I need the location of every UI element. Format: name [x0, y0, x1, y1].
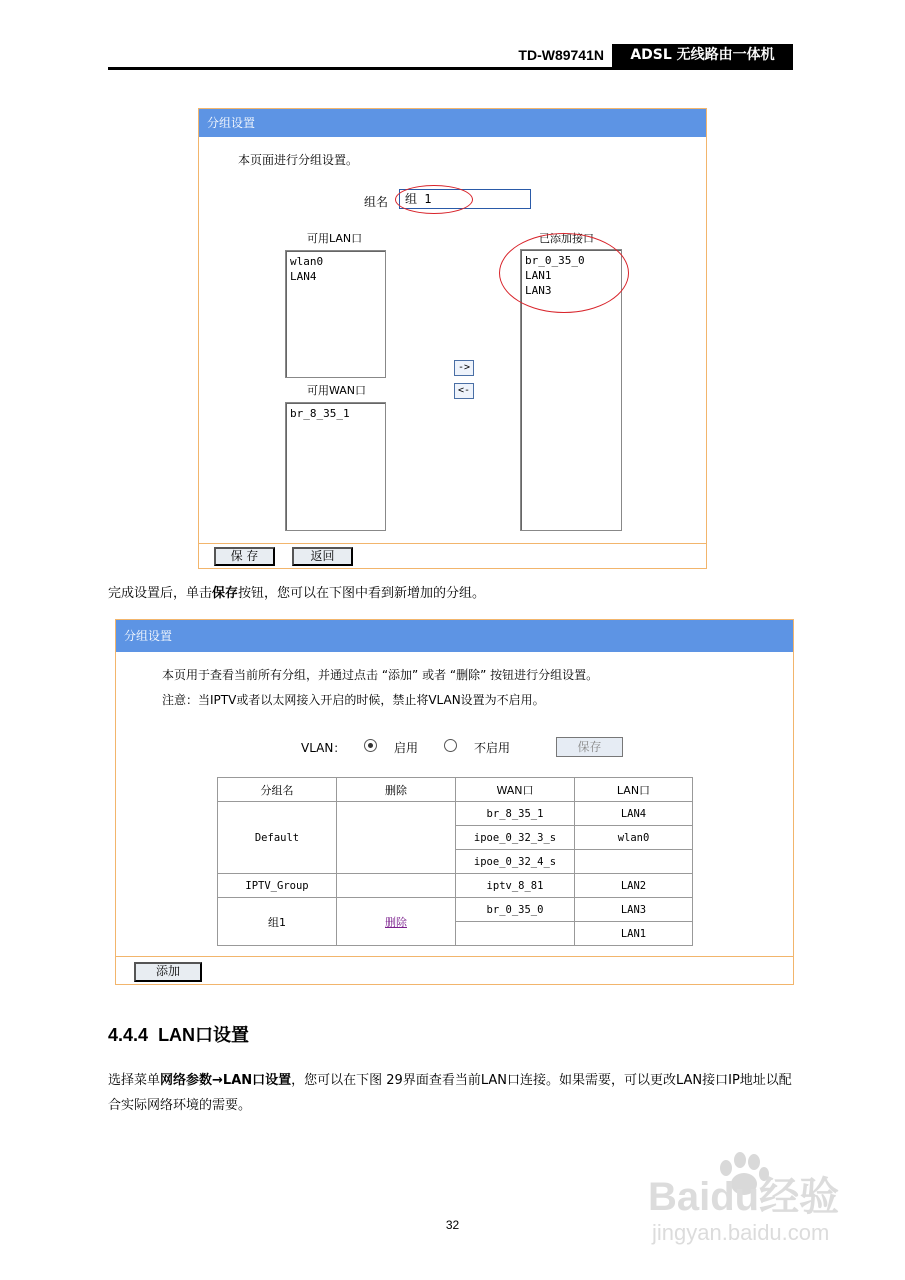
- group-table: [217, 777, 693, 946]
- lan-cell: [575, 850, 693, 874]
- paragraph-text: 完成设置后，单击: [108, 586, 213, 601]
- add-port-button[interactable]: ->: [454, 360, 474, 376]
- vlan-disable-radio[interactable]: [444, 739, 457, 752]
- header-product: ADSL 无线路由一体机: [612, 44, 793, 67]
- column-header: 删除: [337, 778, 456, 802]
- vlan-label: VLAN：: [301, 741, 346, 755]
- group-name-input[interactable]: 组 1: [399, 189, 531, 209]
- group-name-cell: IPTV_Group: [218, 874, 337, 898]
- section-title: LAN口设置: [158, 1025, 250, 1045]
- panel-title: 分组设置: [116, 620, 793, 652]
- table-row: [218, 802, 693, 826]
- column-header: 分组名: [218, 778, 337, 802]
- list-item[interactable]: wlan0: [290, 255, 324, 268]
- available-wan-list[interactable]: [285, 402, 386, 531]
- list-footer: [116, 956, 793, 984]
- body-text: ，您可以在下图 29界面查看当前LAN口连接。如果需要，可以更改LAN接口IP地址以配合实际网络环境的需要。: [108, 1073, 792, 1113]
- column-header: WAN口: [456, 778, 575, 802]
- group-name-cell: Default: [218, 802, 337, 874]
- wan-cell: br_8_35_1: [456, 802, 575, 826]
- wan-cell: ipoe_0_32_3_s: [456, 826, 575, 850]
- vlan-disable-label: 不启用: [474, 741, 511, 755]
- lan-cell: LAN3: [575, 898, 693, 922]
- paragraph-bold-text: 保存: [212, 586, 239, 601]
- vlan-note: 注意：当IPTV或者以太网接入开启的时候，禁止将VLAN设置为不启用。: [162, 693, 545, 707]
- paragraph-text: 按钮，您可以在下图中看到新增加的分组。: [238, 586, 486, 601]
- group-name-label: 组名: [364, 195, 389, 209]
- panel-title: 分组设置: [199, 109, 706, 137]
- available-wan-label: 可用WAN口: [307, 384, 367, 397]
- vlan-enable-label: 启用: [394, 741, 419, 755]
- wan-cell: iptv_8_81: [456, 874, 575, 898]
- header-model: TD-W89741N: [518, 47, 604, 63]
- lan-cell: LAN1: [575, 922, 693, 946]
- header-rule: [108, 67, 793, 70]
- remove-port-button[interactable]: <-: [454, 383, 474, 399]
- instruction-paragraph: [108, 582, 485, 606]
- list-item[interactable]: LAN4: [290, 270, 317, 283]
- delete-cell: [337, 874, 456, 898]
- baidu-jingyan-watermark: [640, 1140, 850, 1250]
- available-lan-label: 可用LAN口: [307, 232, 363, 245]
- body-bold-text: 网络参数→LAN口设置: [160, 1073, 292, 1088]
- body-text: 选择菜单: [108, 1073, 161, 1088]
- lan-cell: wlan0: [575, 826, 693, 850]
- section-heading: [108, 1021, 249, 1047]
- wan-cell: [456, 922, 575, 946]
- annotation-ellipse-group-name: [395, 185, 473, 214]
- group-list-panel: [115, 619, 794, 985]
- group-settings-form-panel: [198, 108, 707, 569]
- back-button[interactable]: 返回: [292, 547, 353, 566]
- list-item[interactable]: br_0_35_0: [525, 254, 585, 267]
- column-header: LAN口: [575, 778, 693, 802]
- watermark-url: jingyan.baidu.com: [652, 1220, 830, 1245]
- delete-group-link[interactable]: 删除: [385, 915, 407, 929]
- save-button[interactable]: 保 存: [214, 547, 275, 566]
- list-item[interactable]: LAN1: [525, 269, 552, 282]
- group-name-cell: 组1: [218, 898, 337, 946]
- form-footer: [199, 543, 706, 568]
- watermark-brand: Baidu经验: [648, 1175, 840, 1219]
- vlan-enable-radio[interactable]: [364, 739, 377, 752]
- table-header-row: [218, 778, 693, 802]
- add-group-button[interactable]: 添加: [134, 962, 202, 982]
- available-lan-list[interactable]: [285, 250, 386, 378]
- table-row: [218, 898, 693, 922]
- page-number: 32: [445, 1218, 460, 1232]
- lan-cell: LAN4: [575, 802, 693, 826]
- section-number: 4.4.4: [108, 1025, 149, 1045]
- added-ports-label: 已添加接口: [539, 232, 594, 245]
- section-body: [108, 1068, 798, 1118]
- list-item[interactable]: LAN3: [525, 284, 552, 297]
- table-row: [218, 874, 693, 898]
- wan-cell: ipoe_0_32_4_s: [456, 850, 575, 874]
- list-item[interactable]: br_8_35_1: [290, 407, 350, 420]
- annotation-ellipse-added-ports: [499, 233, 629, 313]
- wan-cell: br_0_35_0: [456, 898, 575, 922]
- page-description: 本页用于查看当前所有分组，并通过点击 “添加” 或者 “删除” 按钮进行分组设置。: [162, 668, 599, 682]
- delete-cell: [337, 898, 456, 946]
- vlan-save-button[interactable]: 保存: [556, 737, 623, 757]
- lan-cell: LAN2: [575, 874, 693, 898]
- delete-cell: [337, 802, 456, 874]
- page-description: 本页面进行分组设置。: [238, 153, 359, 167]
